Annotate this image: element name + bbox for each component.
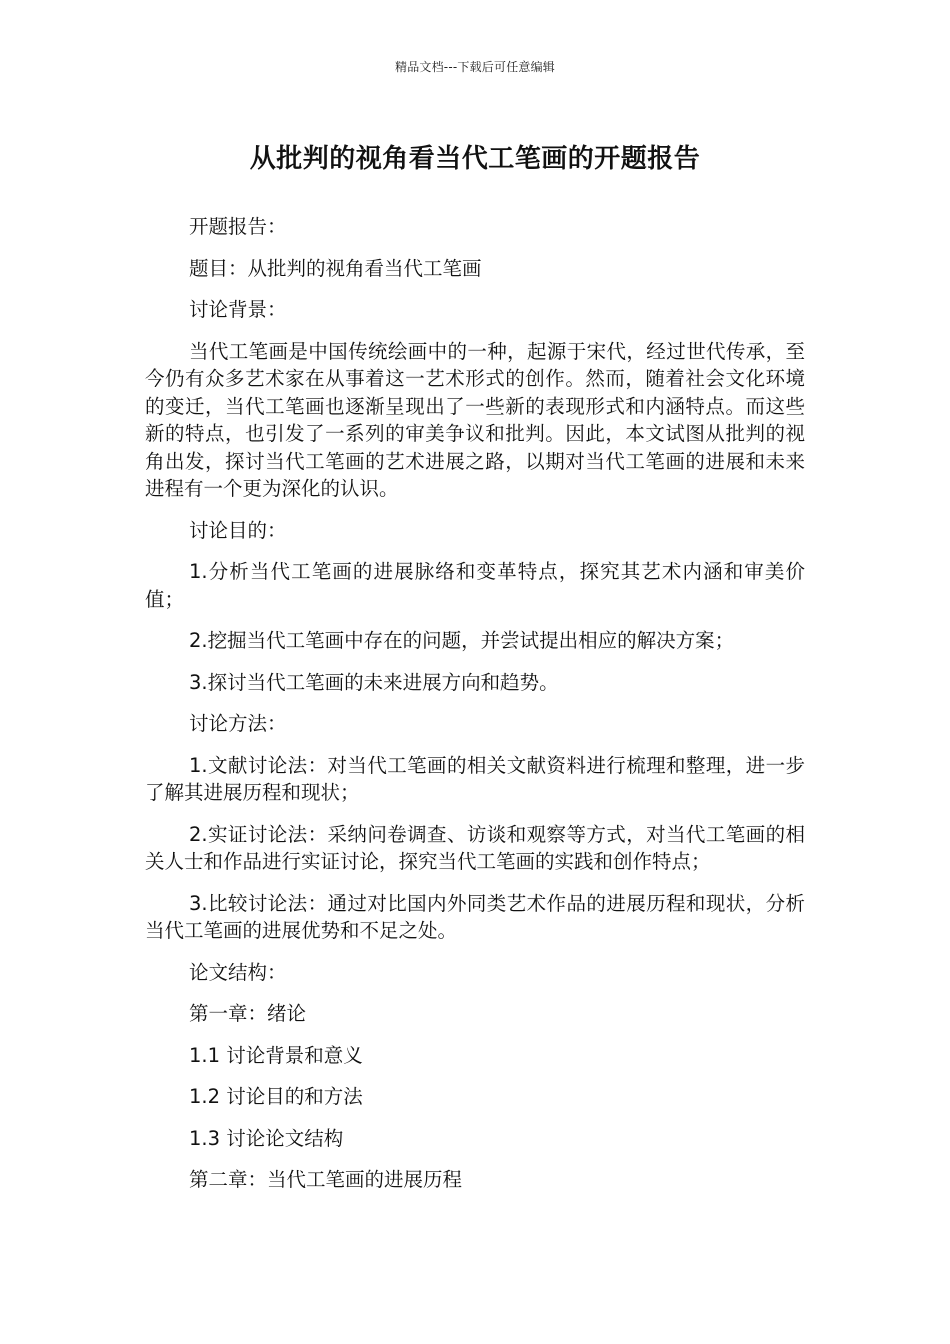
paragraph-chapter-2: 第二章：当代工笔画的进展历程 xyxy=(189,1168,463,1191)
paragraph-purpose-2: 2.挖掘当代工笔画中存在的问题，并尝试提出相应的解决方案； xyxy=(189,629,735,652)
paragraph-section-1-3: 1.3 讨论论文结构 xyxy=(189,1126,344,1150)
paragraph-purpose-3: 3.探讨当代工笔画的未来进展方向和趋势。 xyxy=(189,670,559,694)
paragraph-label-purpose: 讨论目的： xyxy=(189,518,287,542)
paragraph-label-report: 开题报告： xyxy=(189,215,287,238)
paragraph-label-background: 讨论背景： xyxy=(189,298,287,321)
paragraph-purpose-1: 1.分析当代工笔画的进展脉络和变革特点，探究其艺术内涵和审美价值； xyxy=(145,560,805,611)
page-header: 精品文档---下载后可任意编辑 xyxy=(395,60,555,74)
paragraph-method-3: 3.比较讨论法：通过对比国内外同类艺术作品的进展历程和现状，分析当代工笔画的进展优势和不足之处。 xyxy=(145,891,805,942)
paragraph-topic: 题目：从批判的视角看当代工笔画 xyxy=(189,256,482,280)
document-body xyxy=(145,213,805,1194)
paragraph-label-structure: 论文结构： xyxy=(189,960,287,984)
paragraph-method-1: 1.文献讨论法：对当代工笔画的相关文献资料进行梳理和整理，进一步了解其进展历程和现状； xyxy=(145,753,805,804)
paragraph-method-2: 2.实证讨论法：采纳问卷调查、访谈和观察等方式，对当代工笔画的相关人士和作品进行实证讨论，探究当代工笔画的实践和创作特点； xyxy=(145,822,805,873)
paragraph-label-method: 讨论方法： xyxy=(189,712,287,735)
document-title: 从批判的视角看当代工笔画的开题报告 xyxy=(249,144,701,174)
paragraph-background: 当代工笔画是中国传统绘画中的一种，起源于宋代，经过世代传承，至今仍有众多艺术家在从事着这一艺术形式的创作。然而，随着社会文化环境的变迁，当代工笔画也逐渐呈现出了一些新的表现形式和内涵特点。而这些新的特点，也引发了一系列的审美争议和批判。因此，本文试图从批判的视角出发，探讨当代工笔画的艺术进展之路，以期对当代工笔画的进展和未来进程有一个更为深化的认识。 xyxy=(145,339,805,500)
paragraph-chapter-1: 第一章：绪论 xyxy=(189,1002,307,1025)
paragraph-section-1-2: 1.2 讨论目的和方法 xyxy=(189,1085,363,1108)
paragraph-section-1-1: 1.1 讨论背景和意义 xyxy=(189,1043,363,1067)
